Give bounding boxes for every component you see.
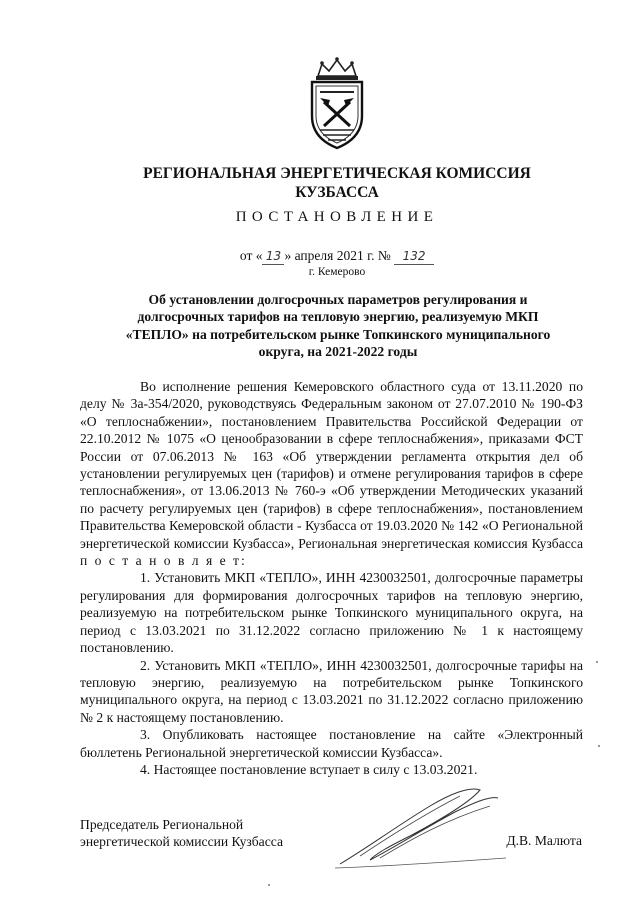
org-line-1: РЕГИОНАЛЬНАЯ ЭНЕРГЕТИЧЕСКАЯ КОМИССИЯ: [143, 165, 531, 182]
scan-speck: [268, 884, 270, 886]
date-day-handwritten: 13: [262, 248, 284, 265]
organization-name: [100, 164, 574, 202]
document-title: Об установлении долгосрочных параметров регулирования и долгосрочных тарифов на тепловую энергию, реализуемую МКП «ТЕПЛО» на потребительском рынке Топкинского муниципального округа, на 2021-2022 годы: [125, 292, 551, 359]
decree-word: п о с т а н о в л я е т:: [80, 553, 247, 569]
kuzbass-coat-of-arms-icon: [296, 56, 378, 152]
list-item: 3. Опубликовать настоящее постановление на сайте «Электронный бюллетень Региональной энергетической комиссии Кузбасса».: [80, 727, 583, 760]
list-item: 4. Настоящее постановление вступает в силу с 13.03.2021.: [140, 761, 478, 777]
handwritten-signature: [330, 776, 510, 876]
org-line-2: КУЗБАССА: [295, 184, 379, 201]
signatory-name: Д.В. Малюта: [506, 833, 582, 848]
date-prefix: от «: [239, 248, 263, 263]
scan-speck: [598, 745, 600, 747]
doc-number-handwritten: 132: [394, 248, 434, 265]
date-line: [100, 248, 574, 265]
position-line-2: энергетической комиссии Кузбасса: [80, 834, 283, 850]
list-item: 2. Установить МКП «ТЕПЛО», ИНН 4230032501, долгосрочные тарифы на тепловую энергию, реализуемую на потребительском рынке Топкинского муниципального округа, на период с 13.03.2021 по 31.12.2022 согласно приложению № 2 к настоящему постановлению.: [80, 657, 583, 725]
date-suffix: » апреля 2021 г. №: [284, 248, 391, 263]
position-line-1: Председатель Региональной: [80, 817, 244, 832]
city: г. Кемерово: [308, 266, 366, 278]
intro-text: Во исполнение решения Кемеровского областного суда от 13.11.2020 по делу № 3а-354/2020, руководствуясь Федеральным законом от 27.07.2010 № 190-ФЗ «О теплоснабжении», постановлением Правительства Российской Федерации от 22.10.2012 № 1075 «О ценообразовании в сфере теплоснабжения», приказами ФСТ России от 07.06.2013 № 163 «Об утверждении регламента открытия дел об установлении регулируемых цен (тарифов) и отмене регулирования тарифов в сфере теплоснабжения», от 13.06.2013 № 760-э «Об утверждении Методических указаний по расчету регулируемых цен (тарифов) в сфере теплоснабжения», постановлением Правительства Кемеровской области - Кузбасса от 19.03.2020 № 142 «О Региональной энергетической комиссии Кузбасса», Региональная энергетическая комиссия Кузбасса: [80, 379, 583, 551]
intro-paragraph: [80, 378, 583, 569]
signatory-position: [80, 816, 283, 851]
document-type: ПОСТАНОВЛЕНИЕ: [235, 209, 439, 225]
list-item: 1. Установить МКП «ТЕПЛО», ИНН 4230032501, долгосрочные параметры регулирования для формирования долгосрочных тарифов на тепловую энергию, реализуемую на потребительском рынке Топкинского муниципального округа, на период с 13.03.2021 по 31.12.2022 согласно приложению № 1 к настоящему постановлению.: [80, 570, 583, 656]
document-body: [80, 378, 583, 778]
scan-speck: [596, 661, 598, 663]
